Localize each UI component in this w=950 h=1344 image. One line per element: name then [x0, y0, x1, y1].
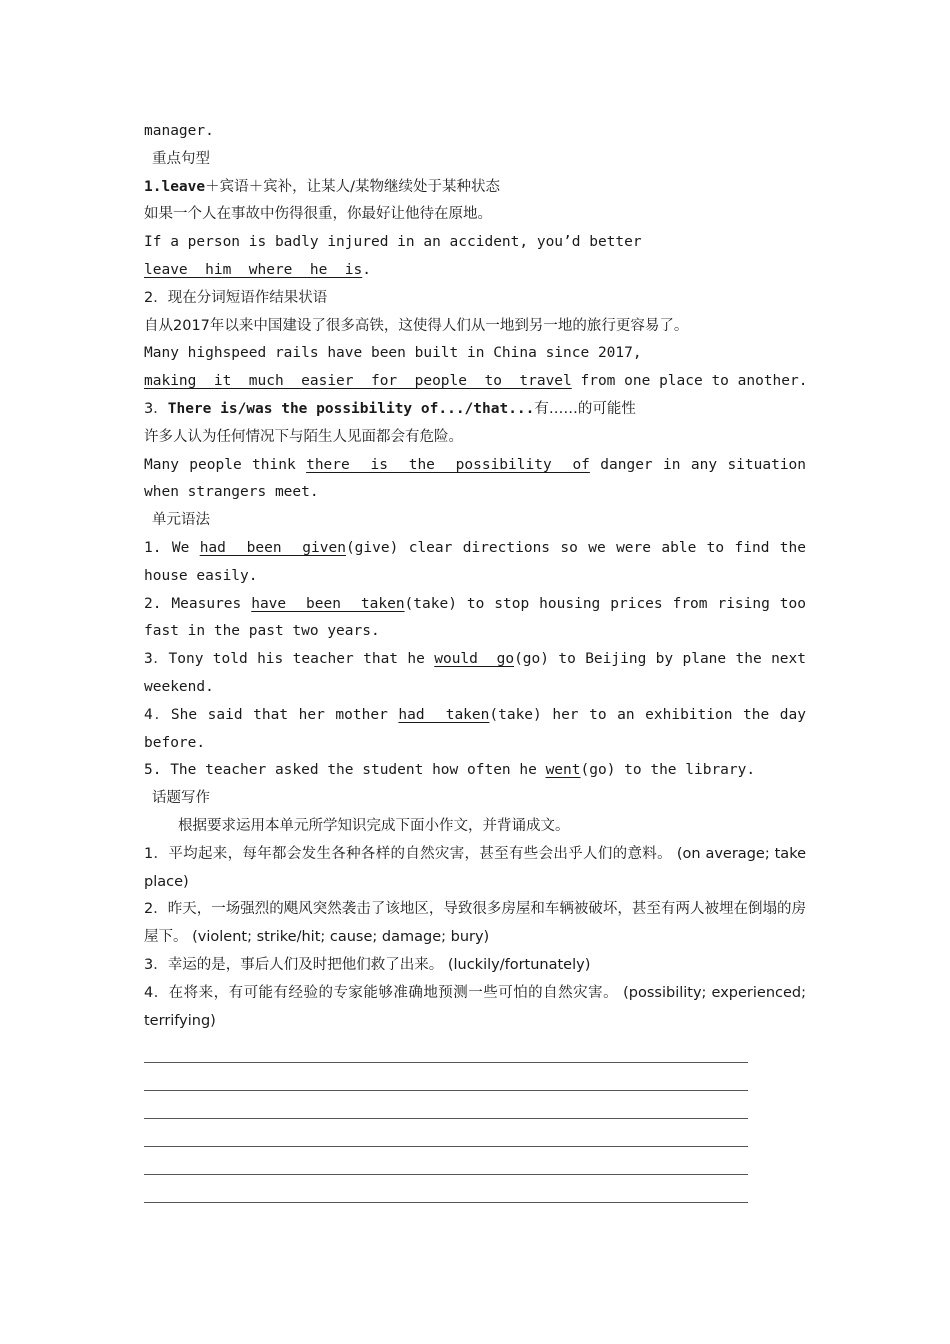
pattern-2-rest: from one place to another. — [571, 373, 808, 390]
pattern-2-title: 2．现在分词短语作结果状语 — [144, 289, 328, 306]
pattern-3-title-bold: There is/was the possibility of.../that... — [167, 400, 535, 417]
writing-line — [144, 1091, 748, 1119]
pattern-1-answer: leave him where he is — [144, 261, 363, 278]
grammar-item-4-after: (take) her to an exhibition the day before. — [144, 706, 806, 751]
writing-item-3: 3．幸运的是，事后人们及时把他们救了出来。 (luckily/fortunately) — [144, 956, 591, 973]
grammar-item-4-before: 4．She said that her mother — [144, 706, 399, 723]
grammar-item-5-after: (go) to the library. — [580, 762, 756, 779]
document-page — [144, 118, 806, 1203]
grammar-item-2 — [144, 591, 806, 647]
pattern-2-english: Many highspeed rails have been built in China since 2017, — [144, 345, 642, 362]
grammar-item-3-answer: would go — [434, 651, 515, 668]
heading-writing: 话题写作 — [152, 790, 210, 807]
pattern-2-chinese: 自从2017年以来中国建设了很多高铁，这使得人们从一地到另一地的旅行更容易了。 — [144, 317, 689, 334]
pattern-3-chinese: 许多人认为任何情况下与陌生人见面都会有危险。 — [144, 428, 463, 445]
grammar-item-3 — [144, 646, 806, 702]
writing-item-1: 1．平均起来，每年都会发生各种各样的自然灾害，甚至有些会出乎人们的意料。 (on average; take place) — [144, 845, 806, 890]
pattern-1-english: If a person is badly injured in an accident, you’d better — [144, 234, 642, 251]
writing-line — [144, 1063, 748, 1091]
writing-line — [144, 1147, 748, 1175]
pattern-3-title — [144, 396, 806, 424]
grammar-item-5 — [144, 757, 806, 785]
pattern-3-title-prefix: 3． — [144, 400, 168, 417]
heading-key-patterns: 重点句型 — [152, 150, 210, 167]
heading-grammar: 单元语法 — [152, 512, 210, 529]
writing-line — [144, 1035, 748, 1063]
grammar-item-2-answer: have been taken — [251, 595, 405, 612]
pattern-3-sentence — [144, 452, 806, 508]
pattern-1-chinese: 如果一个人在事故中伤得很重，你最好让他待在原地。 — [144, 206, 492, 223]
writing-line — [144, 1175, 748, 1203]
pattern-1-answer-line — [144, 257, 806, 285]
grammar-item-5-before: 5. The teacher asked the student how often he — [144, 762, 546, 779]
pattern-1-title — [144, 174, 806, 202]
pattern-1-title-bold: 1.leave — [144, 178, 206, 195]
pattern-2-answer-line — [144, 368, 806, 396]
pattern-3-before: Many people think — [144, 456, 307, 473]
grammar-item-5-answer: went — [545, 762, 581, 779]
grammar-item-3-before: 3．Tony told his teacher that he — [144, 651, 435, 668]
grammar-item-2-before: 2. Measures — [144, 595, 252, 612]
pattern-1-end: . — [362, 261, 371, 278]
top-line: manager. — [144, 123, 214, 139]
pattern-3-answer: there is the possibility of — [306, 456, 590, 473]
writing-item-2: 2．昨天，一场强烈的飓风突然袭击了该地区，导致很多房屋和车辆被破坏，甚至有两人被埋在倒塌的房屋下。 (violent; strike/hit; cause; damage; bury) — [144, 901, 806, 946]
grammar-item-1-after: (give) clear directions so we were able to find the house easily. — [144, 539, 806, 584]
writing-instruction: 根据要求运用本单元所学知识完成下面小作文，并背诵成文。 — [178, 817, 570, 834]
grammar-item-1-before: 1. We — [144, 539, 200, 556]
grammar-item-1 — [144, 535, 806, 591]
grammar-item-1-answer: had been given — [199, 539, 346, 556]
pattern-1-title-rest: ＋宾语＋宾补，让某人/某物继续处于某种状态 — [205, 178, 500, 195]
writing-item-4: 4．在将来，有可能有经验的专家能够准确地预测一些可怕的自然灾害。 (possibility; experienced; terrifying) — [144, 984, 806, 1029]
grammar-item-4-answer: had taken — [398, 706, 490, 723]
writing-answer-area[interactable] — [144, 1035, 806, 1203]
grammar-item-2-after: (take) to stop housing prices from rising too fast in the past two years. — [144, 595, 806, 640]
grammar-item-4 — [144, 702, 806, 758]
grammar-item-3-after: (go) to Beijing by plane the next weekend. — [144, 651, 806, 695]
pattern-3-title-rest: 有……的可能性 — [534, 400, 636, 417]
writing-line — [144, 1119, 748, 1147]
pattern-2-answer: making it much easier for people to travel — [144, 373, 572, 390]
pattern-3-after: danger in any situation when strangers meet. — [144, 456, 807, 501]
